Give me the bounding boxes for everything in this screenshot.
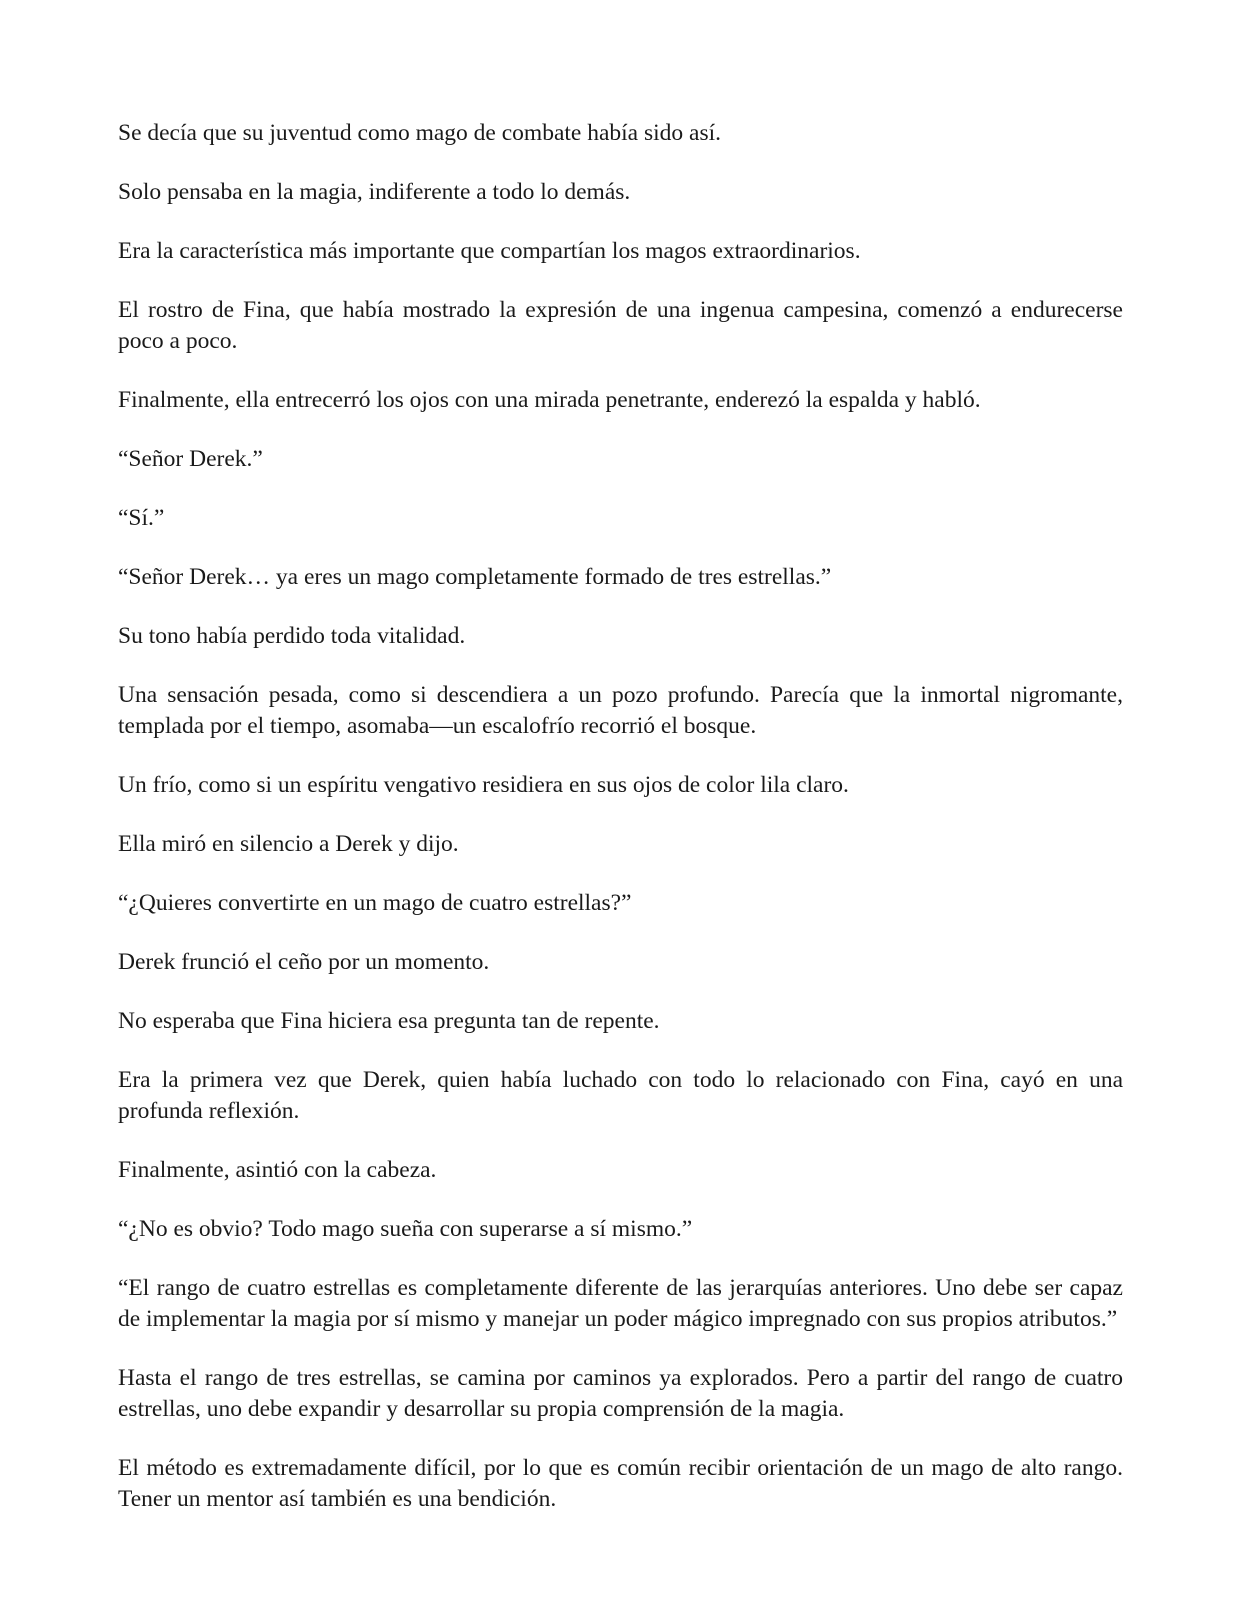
document-body bbox=[118, 118, 1123, 1515]
paragraph: No esperaba que Fina hiciera esa pregunta tan de repente. bbox=[118, 1008, 660, 1034]
paragraph: Un frío, como si un espíritu vengativo residiera en sus ojos de color lila claro. bbox=[118, 772, 849, 798]
paragraph: Derek frunció el ceño por un momento. bbox=[118, 949, 490, 975]
paragraph: Solo pensaba en la magia, indiferente a todo lo demás. bbox=[118, 179, 631, 205]
paragraph: Hasta el rango de tres estrellas, se camina por caminos ya explorados. Pero a partir del rango de cuatro estrellas, uno debe expandir y desarrollar su propia comprensión de la magia. bbox=[118, 1365, 1123, 1422]
dialogue-paragraph: “Señor Derek… ya eres un mago completamente formado de tres estrellas.” bbox=[118, 564, 832, 590]
paragraph: Se decía que su juventud como mago de combate había sido así. bbox=[118, 120, 722, 146]
paragraph: El método es extremadamente difícil, por lo que es común recibir orientación de un mago de alto rango. Tener un mentor así también es una bendición. bbox=[118, 1455, 1123, 1512]
paragraph: Finalmente, ella entrecerró los ojos con una mirada penetrante, enderezó la espalda y habló. bbox=[118, 387, 981, 413]
paragraph: Finalmente, asintió con la cabeza. bbox=[118, 1157, 437, 1183]
paragraph: Ella miró en silencio a Derek y dijo. bbox=[118, 831, 459, 857]
paragraph: Su tono había perdido toda vitalidad. bbox=[118, 623, 466, 649]
dialogue-paragraph: “Señor Derek.” bbox=[118, 446, 263, 472]
paragraph: El rostro de Fina, que había mostrado la expresión de una ingenua campesina, comenzó a endurecerse poco a poco. bbox=[118, 297, 1123, 354]
dialogue-paragraph: “¿Quieres convertirte en un mago de cuatro estrellas?” bbox=[118, 890, 632, 916]
dialogue-paragraph: “¿No es obvio? Todo mago sueña con superarse a sí mismo.” bbox=[118, 1216, 693, 1242]
paragraph: Era la primera vez que Derek, quien había luchado con todo lo relacionado con Fina, cayó en una profunda reflexión. bbox=[118, 1067, 1123, 1124]
dialogue-paragraph: “El rango de cuatro estrellas es completamente diferente de las jerarquías anteriores. Uno debe ser capaz de implementar la magia por sí mismo y manejar un poder mágico impregnado con sus propios atributos.” bbox=[118, 1275, 1123, 1332]
dialogue-paragraph: “Sí.” bbox=[118, 505, 165, 531]
paragraph: Una sensación pesada, como si descendiera a un pozo profundo. Parecía que la inmortal nigromante, templada por el tiempo, asomaba—un escalofrío recorrió el bosque. bbox=[118, 682, 1123, 739]
paragraph: Era la característica más importante que compartían los magos extraordinarios. bbox=[118, 238, 861, 264]
